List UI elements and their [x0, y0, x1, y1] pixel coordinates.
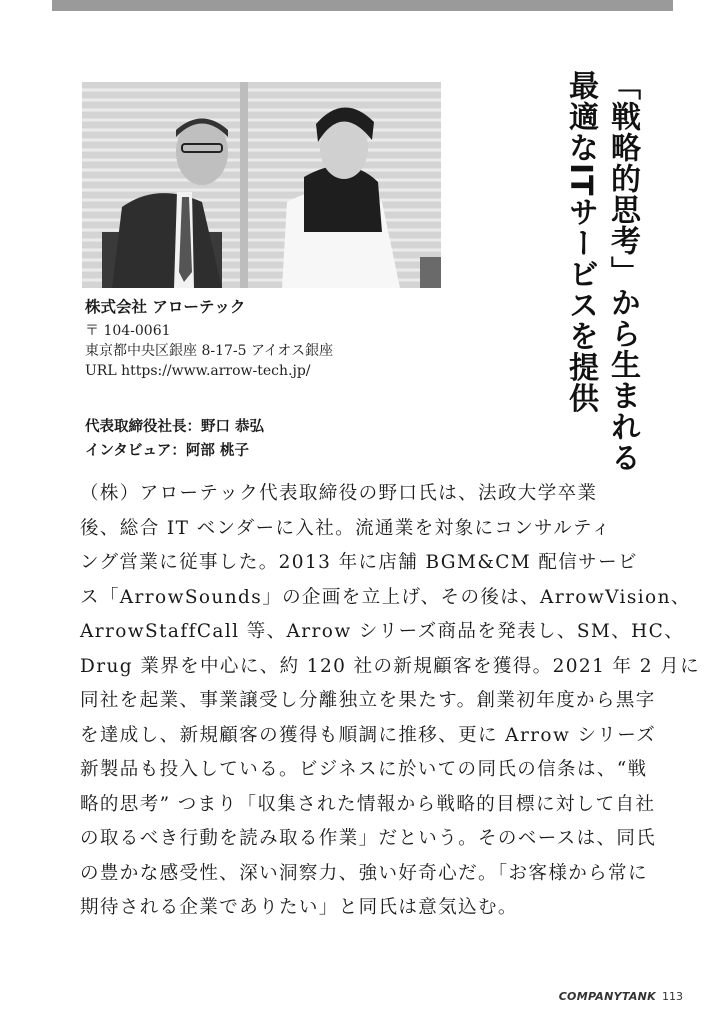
company-info — [85, 297, 465, 381]
company-name: 株式会社 アローテック — [85, 298, 246, 316]
body-line: を達成し、新規顧客の獲得も順調に推移、更に Arrow シリーズ — [80, 724, 657, 746]
body-line: の取るべき行動を読み取る作業」だという。そのベースは、同氏 — [80, 828, 657, 849]
body-line: の豊かな感受性、深い洞察力、強い好奇心だ。「お客様から常に — [80, 862, 648, 884]
article-body — [80, 477, 700, 926]
magazine-brand: COMPANYTANK — [558, 990, 656, 1003]
headline-line-2: 最適なITサービスを提供 — [563, 70, 598, 414]
page-number: 113 — [662, 990, 683, 1003]
body-line: （株）アローテック代表取締役の野口氏は、法政大学卒業 — [80, 483, 598, 504]
body-line: 略的思考” つまり「収集された情報から戦略的目標に対して自社 — [80, 793, 656, 815]
interview-photo — [82, 82, 441, 288]
company-url[interactable]: URL https://www.arrow-tech.jp/ — [85, 363, 311, 379]
headline-line-1: 「戦略的思考」から生まれる — [605, 70, 640, 473]
body-line: 後、総合 IT ベンダーに入社。流通業を対象にコンサルティ — [80, 517, 612, 539]
body-line: 新製品も投入している。ビジネスに於いての同氏の信条は、“戦 — [80, 759, 648, 780]
people-info — [85, 415, 465, 463]
body-line: 期待される企業でありたい」と同氏は意気込む。 — [80, 897, 518, 918]
top-bar — [52, 0, 673, 11]
body-line: 同社を起業、事業譲受し分離独立を果たす。創業初年度から黒字 — [80, 690, 656, 711]
company-address: 東京都中央区銀座 8-17-5 アイオス銀座 — [85, 343, 334, 359]
body-line: ス「ArrowSounds」の企画を立上げ、その後は、ArrowVision、 — [80, 586, 691, 608]
page-footer — [559, 990, 683, 1003]
body-line: ング営業に従事した。2013 年に店舗 BGM&CM 配信サービ — [80, 552, 638, 573]
body-line: ArrowStaffCall 等、Arrow シリーズ商品を発表し、SM、HC、 — [80, 621, 685, 642]
postal-code: 〒 104-0061 — [85, 323, 171, 339]
body-line: Drug 業界を中心に、約 120 社の新規顧客を獲得。2021 年 2 月に — [80, 655, 700, 677]
ceo-name: 代表取締役社長：野口 恭弘 — [85, 419, 265, 435]
interviewer-name: インタビュア：阿部 桃子 — [85, 443, 249, 459]
